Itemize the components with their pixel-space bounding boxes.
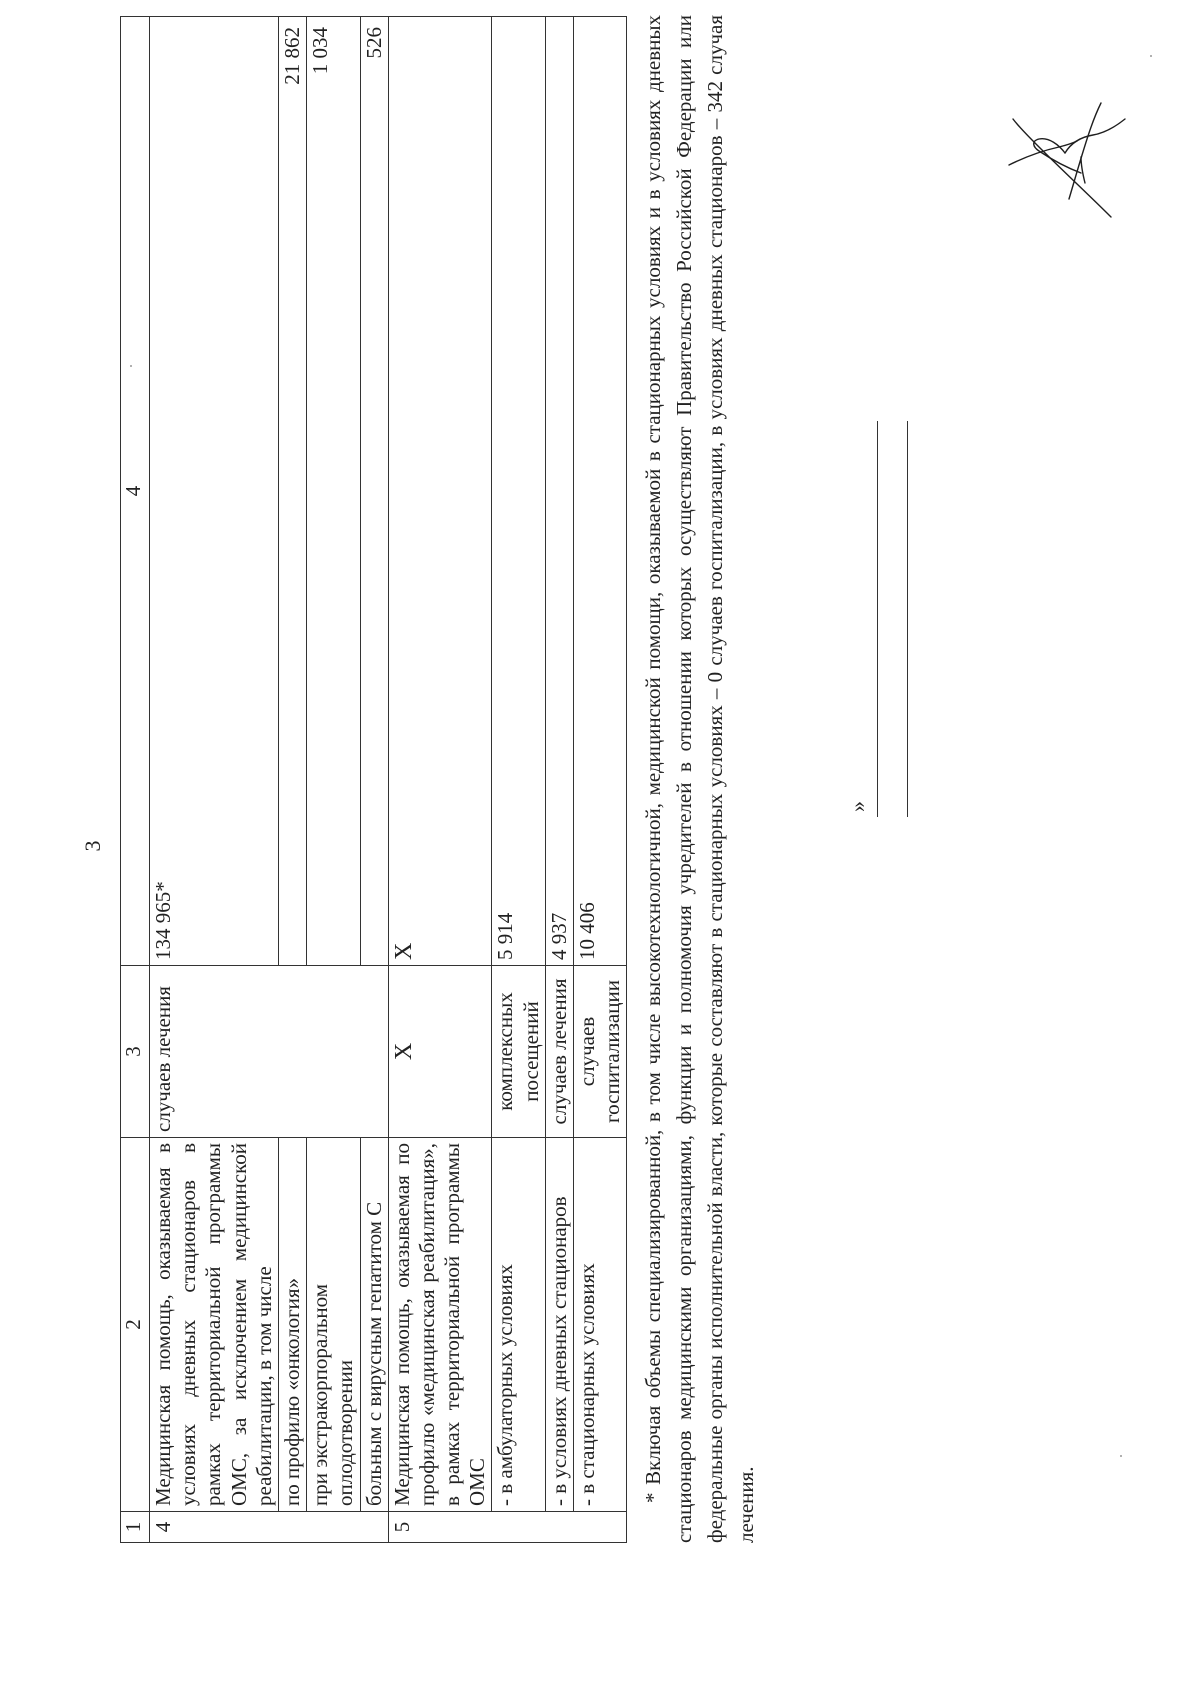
table-row <box>492 17 545 1543</box>
row-value: 526 <box>360 17 388 966</box>
row-description: Медицинская помощь, оказываемая в условиях дневных стационаров в рамках территориальной программы ОМС, за исключением медицинской реабилитации, в том числе <box>150 1138 279 1512</box>
table-row <box>307 17 360 1543</box>
volume-table <box>120 16 627 1543</box>
row-description: больным с вирусным гепатитом С <box>360 1138 388 1512</box>
row-description: - в условиях дневных стационаров <box>545 1138 573 1512</box>
footnote <box>638 15 762 1543</box>
table-row <box>388 17 492 1543</box>
row-number: 4 <box>150 1512 389 1543</box>
table-row <box>278 17 306 1543</box>
footnote-text: * Включая объемы специализированной, в том числе высокотехнологичной, медицинской помощи, оказываемой в стационарных условиях и в условиях дневных стационаров медицинскими организациями, функции и полномочия учредителей в отношении которых осуществляют Правительство Российской Федерации или федеральные органы исполнительной власти, которые составляют в стационарных условиях – 0 случаев госпитализации, в условиях дневных стационаров – 342 случая лечения. <box>641 15 758 1543</box>
closing-line <box>877 421 878 817</box>
table-header-cell: 4 <box>121 17 150 966</box>
row-value: 5 914 <box>492 17 545 966</box>
row-description: Медицинская помощь, оказываемая по профилю «медицинская реабилитация», в рамках территориальной программы ОМС <box>388 1138 492 1512</box>
row-value: 10 406 <box>574 17 627 966</box>
table-header-cell: 1 <box>121 1512 150 1543</box>
row-description: при экстракорпоральном оплодотворении <box>307 1138 360 1512</box>
row-description: - в амбулаторных условиях <box>492 1138 545 1512</box>
row-value: 134 965* <box>150 17 279 966</box>
scan-speck <box>130 365 132 367</box>
row-unit: случаев госпитализации <box>574 966 627 1138</box>
closing-line <box>907 421 908 817</box>
table-header-row <box>121 17 150 1543</box>
row-value: X <box>388 17 492 966</box>
row-value: 1 034 <box>307 17 360 966</box>
row-value: 4 937 <box>545 17 573 966</box>
row-unit: случаев лечения <box>150 966 389 1138</box>
row-number: 5 <box>388 1512 627 1543</box>
table-row <box>574 17 627 1543</box>
table-row <box>545 17 573 1543</box>
scan-speck <box>1150 55 1152 57</box>
row-description: по профилю «онкология» <box>278 1138 306 1512</box>
closing-quote: » <box>845 801 870 812</box>
row-value: 21 862 <box>278 17 306 966</box>
row-unit: X <box>388 966 492 1138</box>
table-row <box>360 17 388 1543</box>
table-row <box>150 17 279 1543</box>
row-unit: случаев лечения <box>545 966 573 1138</box>
row-unit: комплексных посещений <box>492 966 545 1138</box>
table-header-cell: 2 <box>121 1138 150 1512</box>
table-header-cell: 3 <box>121 966 150 1138</box>
page-number: 3 <box>80 840 105 852</box>
row-description: - в стационарных условиях <box>574 1138 627 1512</box>
scan-speck <box>1120 1455 1122 1457</box>
signature <box>985 87 1135 237</box>
